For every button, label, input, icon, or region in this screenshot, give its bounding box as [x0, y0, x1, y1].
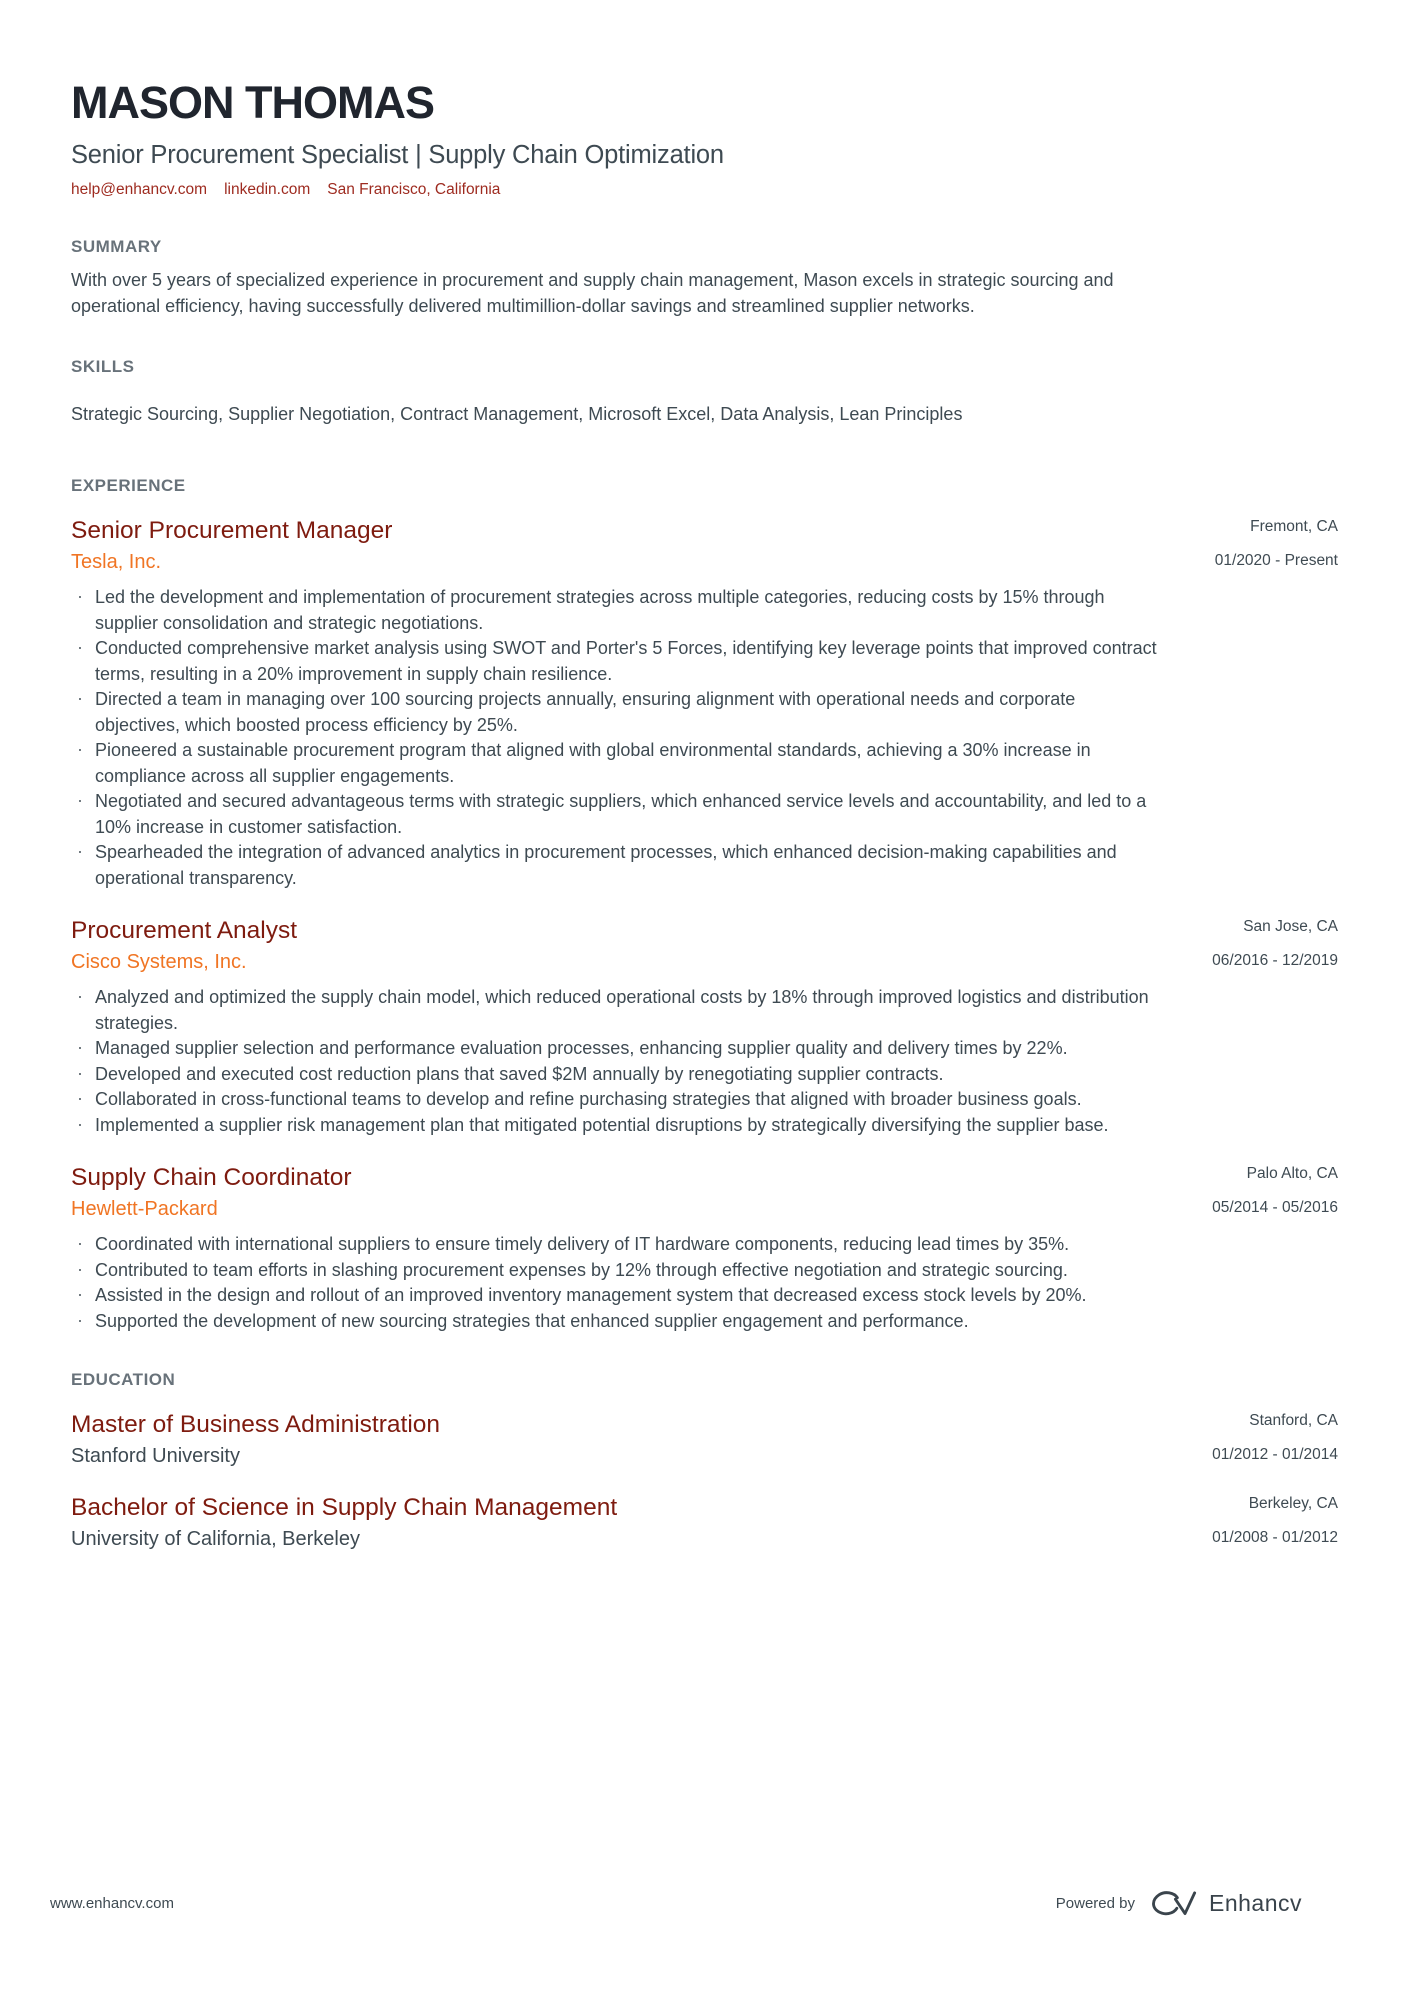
company-name: Tesla, Inc. — [71, 551, 162, 573]
school-name: University of California, Berkeley — [71, 1528, 360, 1550]
bullet-item: · Analyzed and optimized the supply chain model, which reduced operational costs by 18% through improved logistics and distribution strategies. — [71, 985, 1161, 1036]
company-name: Cisco Systems, Inc. — [71, 951, 247, 973]
section-heading-skills: SKILLS — [71, 357, 135, 376]
bullet-item: · Conducted comprehensive market analysis using SWOT and Porter's 5 Forces, identifying key leverage points that improved contract terms, resulting in a 20% improvement in supply chain resilience. — [71, 636, 1161, 687]
job-entry-header — [71, 916, 1338, 974]
page-footer — [50, 1888, 1302, 1918]
degree-location: Berkeley, CA — [1248, 1495, 1338, 1512]
degree-entry-left — [71, 1410, 440, 1468]
job-dates: 06/2016 - 12/2019 — [1212, 952, 1338, 969]
job-dates: 01/2020 - Present — [1214, 552, 1338, 569]
degree-title: Bachelor of Science in Supply Chain Management — [71, 1494, 618, 1521]
headline: Senior Procurement Specialist | Supply Chain Optimization — [71, 141, 724, 169]
bullet-item: · Implemented a supplier risk management plan that mitigated potential disruptions by strategically diversifying the supplier base. — [71, 1113, 1161, 1139]
job-entry-left — [71, 916, 297, 974]
contact-row — [71, 180, 1338, 199]
bullet-item: · Negotiated and secured advantageous terms with strategic suppliers, which enhanced service levels and accountability, and led to a 10% increase in customer satisfaction. — [71, 789, 1161, 840]
section-heading-education: EDUCATION — [71, 1370, 176, 1389]
job-location: San Jose, CA — [1243, 918, 1338, 935]
bullet-item: · Led the development and implementation of procurement strategies across multiple categories, reducing costs by 15% through supplier consolidation and strategic negotiations. — [71, 585, 1161, 636]
job-bullet-list — [71, 1232, 1161, 1334]
job-entry-header — [71, 1163, 1338, 1221]
bullet-item: · Coordinated with international suppliers to ensure timely delivery of IT hardware components, reducing lead times by 35%. — [71, 1232, 1161, 1258]
resume-header — [71, 78, 1338, 199]
education-section — [71, 1369, 1338, 1551]
degree-entry-meta — [1212, 1493, 1338, 1547]
job-bullet-list — [71, 585, 1161, 891]
job-location: Fremont, CA — [1250, 518, 1338, 535]
bullet-item: · Directed a team in managing over 100 sourcing projects annually, ensuring alignment with operational needs and corporate objectives, which boosted process efficiency by 25%. — [71, 687, 1161, 738]
enhancv-infinity-icon — [1148, 1888, 1198, 1918]
job-dates: 05/2014 - 05/2016 — [1212, 1199, 1338, 1216]
job-entry — [71, 1163, 1338, 1334]
experience-section — [71, 475, 1338, 1334]
degree-entry — [71, 1493, 1338, 1551]
job-entry — [71, 516, 1338, 891]
enhancv-brand-link[interactable] — [1148, 1888, 1302, 1918]
job-bullet-list — [71, 985, 1161, 1138]
job-location: Palo Alto, CA — [1246, 1165, 1338, 1182]
job-title: Supply Chain Coordinator — [71, 1164, 352, 1191]
bullet-item: · Collaborated in cross-functional teams to develop and refine purchasing strategies that aligned with broader business goals. — [71, 1087, 1161, 1113]
bullet-item: · Pioneered a sustainable procurement program that aligned with global environmental standards, achieving a 30% increase in compliance across all supplier engagements. — [71, 738, 1161, 789]
school-name: Stanford University — [71, 1445, 240, 1467]
section-heading-experience: EXPERIENCE — [71, 476, 186, 495]
skills-list: Strategic Sourcing, Supplier Negotiation, Contract Management, Microsoft Excel, Data Analysis, Lean Principles — [71, 404, 963, 424]
bullet-item: · Managed supplier selection and performance evaluation processes, enhancing supplier quality and delivery times by 22%. — [71, 1036, 1161, 1062]
powered-by-label: Powered by — [1055, 1894, 1135, 1912]
job-entry-meta — [1212, 916, 1338, 970]
job-entry-meta — [1212, 1163, 1338, 1217]
job-entry-left — [71, 516, 392, 574]
summary-text: With over 5 years of specialized experience in procurement and supply chain management, Mason excels in strategic sourcing and operational efficiency, having successfully delivered multimillion-dollar savings and streamlined supplier networks. — [71, 270, 1114, 316]
powered-by-group — [1056, 1888, 1302, 1918]
degree-entry-left — [71, 1493, 617, 1551]
skills-section — [71, 356, 1338, 425]
job-entry-meta — [1215, 516, 1338, 570]
contact-email-link[interactable]: help@enhancv.com — [71, 181, 208, 198]
degree-entry-meta — [1212, 1410, 1338, 1464]
summary-section — [71, 236, 1338, 319]
degree-entry-header — [71, 1493, 1338, 1551]
degree-entry-header — [71, 1410, 1338, 1468]
bullet-item: · Contributed to team efforts in slashing procurement expenses by 12% through effective negotiation and strategic sourcing. — [71, 1258, 1161, 1284]
bullet-item: · Developed and executed cost reduction plans that saved $2M annually by renegotiating supplier contracts. — [71, 1062, 1161, 1088]
job-entry-left — [71, 1163, 352, 1221]
contact-location: San Francisco, California — [327, 181, 501, 198]
degree-dates: 01/2012 - 01/2014 — [1212, 1446, 1338, 1463]
footer-website-link[interactable]: www.enhancv.com — [50, 1894, 174, 1912]
enhancv-wordmark: Enhancv — [1208, 1889, 1302, 1916]
bullet-item: · Supported the development of new sourcing strategies that enhanced supplier engagement and performance. — [71, 1309, 1161, 1335]
job-title: Procurement Analyst — [71, 917, 298, 944]
degree-entry — [71, 1410, 1338, 1468]
contact-linkedin-link[interactable]: linkedin.com — [224, 181, 311, 198]
bullet-item: · Spearheaded the integration of advanced analytics in procurement processes, which enhanced decision-making capabilities and operational transparency. — [71, 840, 1161, 891]
bullet-item: · Assisted in the design and rollout of an improved inventory management system that decreased excess stock levels by 20%. — [71, 1283, 1161, 1309]
person-name: MASON THOMAS — [71, 77, 434, 128]
section-heading-summary: SUMMARY — [71, 237, 162, 256]
degree-dates: 01/2008 - 01/2012 — [1212, 1529, 1338, 1546]
degree-location: Stanford, CA — [1249, 1412, 1338, 1429]
job-entry-header — [71, 516, 1338, 574]
company-name: Hewlett-Packard — [71, 1198, 218, 1220]
degree-title: Master of Business Administration — [71, 1411, 441, 1438]
job-title: Senior Procurement Manager — [71, 517, 393, 544]
job-entry — [71, 916, 1338, 1138]
